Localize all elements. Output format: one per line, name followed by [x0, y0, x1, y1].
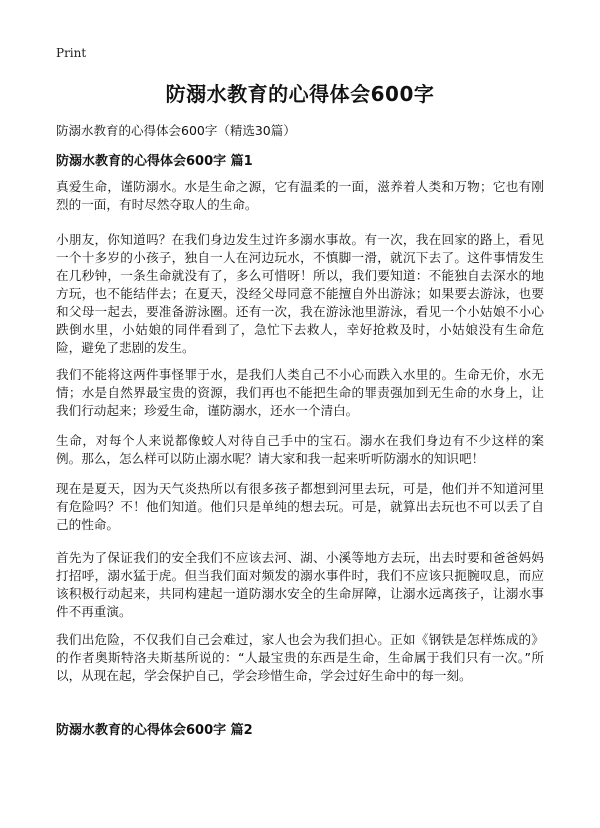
section-heading-1: 防溺水教育的心得体会600字 篇1 [56, 154, 253, 169]
paragraph-3: 我们不能将这两件事怪罪于水，是我们人类自己不小心而跌入水里的。生命无价，水无情；水是自然界最宝贵的资源，我们再也不能把生命的罪责强加到无生命的水身上，让我们行动起来；珍爱生命，谨防溺水，还水一个清白。 [56, 367, 544, 418]
paragraph-7: 我们出危险，不仅我们自己会难过，家人也会为我们担心。正如《钢铁是怎样炼成的》的作者奥斯特洛夫斯基所说的：“人最宝贵的东西是生命，生命属于我们只有一次。”所以，从现在起，学会保护自己，学会珍惜生命，学会过好生命中的每一刻。 [56, 632, 544, 683]
paragraph-5: 现在是夏天，因为天气炎热所以有很多孩子都想到河里去玩，可是，他们并不知道河里有危险吗？不！他们知道。他们只是单纯的想去玩。可是，就算出去玩也不可以丢了自己的性命。 [56, 481, 544, 532]
print-label[interactable]: Print [56, 46, 87, 60]
section-heading-2: 防溺水教育的心得体会600字 篇2 [56, 723, 253, 738]
paragraph-6: 首先为了保证我们的安全我们不应该去河、湖、小溪等地方去玩，出去时要和爸爸妈妈打招呼，溺水猛于虎。但当我们面对频发的溺水事件时，我们不应该只扼腕叹息，而应该积极行动起来，共同构建起一道防溺水安全的生命屏障，让溺水远离孩子，让溺水事件不再重演。 [56, 550, 544, 619]
page-title: 防溺水教育的心得体会600字 [165, 82, 435, 106]
paragraph-4: 生命，对每个人来说都像蛟人对待自己手中的宝石。溺水在我们身边有不少这样的案例。那么，怎么样可以防止溺水呢？请大家和我一起来听听防溺水的知识吧！ [56, 433, 544, 466]
document-subtitle: 防溺水教育的心得体会600字（精选30篇） [56, 123, 296, 138]
paragraph-2: 小朋友，你知道吗？在我们身边发生过许多溺水事故。有一次，我在回家的路上，看见一个十多岁的小孩子，独自一人在河边玩水，不慎脚一滑，就沉下去了。这件事情发生在几秒钟，一条生命就没有了，多么可惜呀！所以，我们要知道：不能独自去深水的地方玩，也不能结伴去；在夏天，没经父母同意不能擅自外出游泳；如果要去游泳，也要和父母一起去，要准备游泳圈。还有一次，我在游泳池里游泳，看见一个小姑娘不小心跌倒水里，小姑娘的同伴看到了，急忙下去救人，幸好抢救及时，小姑娘没有生命危险，避免了悲剧的发生。 [56, 232, 544, 355]
paragraph-1: 真爱生命，谨防溺水。水是生命之源，它有温柔的一面，滋养着人类和万物；它也有刚烈的一面，有时尽然夺取人的生命。 [56, 179, 544, 212]
